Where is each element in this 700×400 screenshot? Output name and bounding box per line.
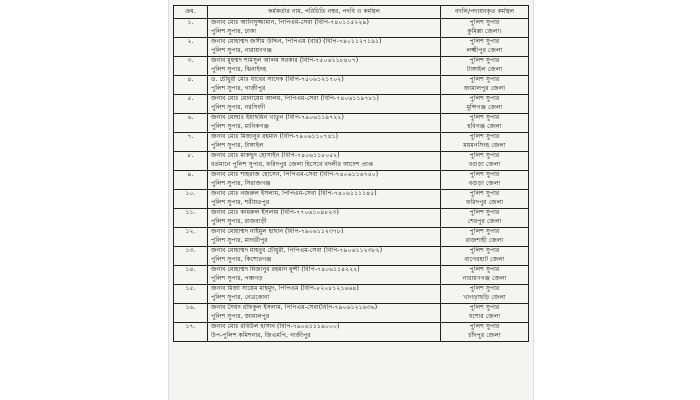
officer-name: জনাব মোঃ রবিউল হাসান (বিপি-৭৯০৬১১১৯০০০) (211, 323, 340, 330)
table-row (174, 152, 529, 171)
officer-cell (208, 76, 441, 95)
posting-district: ময়মনসিংহ জেলা (463, 142, 506, 149)
row-serial: ১১. (174, 209, 208, 228)
officer-current-post: পুলিশ সুপার, মাদারীপুর (211, 237, 268, 244)
officer-current-post: পুলিশ সুপার, নেত্রকোনা (211, 294, 270, 301)
posting-cell (441, 285, 529, 304)
officer-cell (208, 266, 441, 285)
officer-cell (208, 209, 441, 228)
officer-name: জনাব মোহাম্মদ মাহবুব চৌধুরী, পিপিএম-সেবা (বিপি-৭৯০৬১১২৩৮২) (211, 247, 383, 254)
posting-district: শেরপুর জেলা (467, 218, 502, 225)
officer-current-post: বর্তমানে পুলিশ সুপার, ফরিদপুর জেলা হিসেবে বদলীর আদেশ প্রাপ্ত (211, 161, 374, 168)
officer-current-post: পুলিশ সুপার, কিশোরগঞ্জ (211, 256, 272, 263)
officer-name: জনাব মির্জা সায়েম মাহমুদ, পিপিএম (বিপি-৮২০৮১২১৬৬৪) (211, 285, 359, 292)
table-row (174, 76, 529, 95)
table-row (174, 304, 529, 323)
posting-district: রাজশাহী জেলা (465, 237, 504, 244)
row-serial: ৮. (174, 152, 208, 171)
posting-cell (441, 38, 529, 57)
officer-cell (208, 19, 441, 38)
posting-district: লক্ষ্মীপুর জেলা (466, 47, 503, 54)
officer-current-post: পুলিশ সুপার, ঢাকা (211, 28, 257, 35)
table-row (174, 190, 529, 209)
posting-cell (441, 228, 529, 247)
officer-current-post: পুলিশ সুপার, গাজীপুর (211, 85, 266, 92)
officer-cell (208, 171, 441, 190)
officer-current-post: পুলিশ সুপার, নারায়ণগঞ্জ (211, 47, 273, 54)
officer-name: জনাব মোঃ মাকছুদ হোসাইন (বিপি-৭৪০৬১১৮০৫২) (211, 152, 340, 159)
table-row (174, 323, 529, 342)
officer-cell (208, 247, 441, 266)
posting-cell (441, 190, 529, 209)
table-row (174, 285, 529, 304)
officer-current-post: পুলিশ সুপার, মানিকগঞ্জ (211, 123, 269, 130)
table-row (174, 209, 529, 228)
posting-title: পুলিশ সুপার (469, 19, 500, 26)
posting-cell (441, 133, 529, 152)
posting-cell (441, 95, 529, 114)
posting-district: খাগড়াছড়ি জেলা (463, 294, 506, 301)
posting-cell (441, 247, 529, 266)
officer-name: জনাব মোছাঃ ইয়াছমিন খাতুন (বিপি-৭৯০৬১১৯৭২২) (211, 114, 344, 121)
posting-title: পুলিশ সুপার (469, 190, 500, 197)
table-row (174, 247, 529, 266)
row-serial: ১৫. (174, 285, 208, 304)
table-row (174, 19, 529, 38)
officer-current-post: পুলিশ সুপার, ঝিনাইদহ (211, 66, 267, 73)
officer-name: জনাব মোহাম্মদ নাইমুল হাছান (বিপি-৭৯০৬১১২৩৭৮) (211, 228, 344, 235)
table-row (174, 228, 529, 247)
posting-district: মুন্সিগঞ্জ জেলা (466, 104, 503, 111)
officer-header: কর্মকর্তার নাম, পরিচিতি নম্বর, পদবি ও কর্মস্থল (208, 6, 441, 19)
posting-district: যশোর জেলা (468, 313, 501, 320)
posting-title: পুলিশ সুপার (469, 266, 500, 273)
posting-district: কুমিল্লা জেলা। (467, 28, 502, 35)
officer-cell (208, 95, 441, 114)
posting-title: পুলিশ সুপার (469, 114, 500, 121)
table-header-row (174, 6, 529, 19)
row-serial: ১৭. (174, 323, 208, 342)
officer-name: জনাব মোঃ শাহরাজ হোসেন, পিপিএম-সেবা (বিপি-৭৪০৬১১৬৭৫০) (211, 171, 379, 178)
row-serial: ১৬. (174, 304, 208, 323)
table-row (174, 114, 529, 133)
posting-district: বাগেরহাট জেলা (464, 256, 505, 263)
officer-current-post: পুলিশ সুপার, সিরাজগঞ্জ (211, 180, 271, 187)
officer-cell (208, 152, 441, 171)
posting-district: জামালপুর জেলা (463, 85, 506, 92)
posting-cell (441, 171, 529, 190)
officer-cell (208, 323, 441, 342)
officer-name: জনাব মোঃ কামরুল ইসলাম (বিপি-৭৭০৬১০৯৮২৩) (211, 209, 339, 216)
row-serial: ৫. (174, 95, 208, 114)
posting-cell (441, 76, 529, 95)
posting-cell (441, 209, 529, 228)
posting-title: পুলিশ সুপার (469, 76, 500, 83)
row-serial: ২. (174, 38, 208, 57)
posting-title: পুলিশ সুপার (469, 247, 500, 254)
officer-current-post: পুলিশ সুপার, রাজবাড়ী (211, 218, 267, 225)
row-serial: ৭. (174, 133, 208, 152)
officer-name: জনাব মোঃ আনিসুজ্জামান, পিপিএম-সেবা (বিপি-৭৪০১১৫২২৯) (211, 19, 369, 26)
posting-cell (441, 266, 529, 285)
table-row (174, 38, 529, 57)
officer-cell (208, 228, 441, 247)
officer-cell (208, 57, 441, 76)
posting-title: পুলিশ সুপার (469, 133, 500, 140)
posting-title: পুলিশ সুপার (469, 304, 500, 311)
document-page (168, 0, 534, 400)
officer-cell (208, 133, 441, 152)
officer-cell (208, 190, 441, 209)
row-serial: ১২. (174, 228, 208, 247)
officer-cell (208, 304, 441, 323)
posting-district: বগুড়া জেলা (468, 161, 501, 168)
officer-current-post: পুলিশ সুপার, নরসিংদী (211, 104, 266, 111)
posting-cell (441, 304, 529, 323)
posting-title: পুলিশ সুপার (469, 285, 500, 292)
posting-title: পুলিশ সুপার (469, 57, 500, 64)
officer-current-post: পুলিশ সুপার, শরীয়তপুর (211, 199, 270, 206)
officer-name: জনাব মোহাম্মদ মিজানুর রহমান মুন্সী (বিপি-৭৪০৬১১৪২২২) (211, 266, 360, 273)
posting-cell (441, 19, 529, 38)
posting-title: পুলিশ সুপার (469, 323, 500, 330)
officer-current-post: পুলিশ সুপার, জামালপুর (211, 313, 270, 320)
table-row (174, 95, 529, 114)
row-serial: ৩. (174, 57, 208, 76)
posting-district: ফরিদপুর জেলা (466, 199, 503, 206)
posting-cell (441, 57, 529, 76)
officer-current-post: পুলিশ সুপার, পঞ্চগড় (211, 275, 263, 282)
posting-district: হবিগঞ্জ জেলা (467, 123, 502, 130)
posting-title: পুলিশ সুপার (469, 152, 500, 159)
posting-district: নারায়ণগঞ্জ জেলা (462, 275, 507, 282)
table-row (174, 133, 529, 152)
posting-cell (441, 323, 529, 342)
posting-district: বগুড়া জেলা (468, 180, 501, 187)
row-serial: ১৪. (174, 266, 208, 285)
officer-name: জনাব মোহাম্মদ জসীম উদ্দিন, পিপিএম (বার) (বিপি-৭৪০১১২৭১৯১) (211, 38, 382, 45)
officer-name: জনাব মোঃ মোনায়েম আলম, পিপিএম-সেবা (বিপি-৭৪০৬১১৯৭৮১) (211, 95, 379, 102)
officer-cell (208, 285, 441, 304)
transfer-order-table (173, 5, 529, 342)
posting-title: পুলিশ সুপার (469, 209, 500, 216)
table-row (174, 171, 529, 190)
posting-title: পুলিশ সুপার (469, 171, 500, 178)
posting-title: পুলিশ সুপার (469, 95, 500, 102)
posting-cell (441, 152, 529, 171)
posting-district: চাঁদপুর জেলা (468, 332, 501, 339)
row-serial: ৬. (174, 114, 208, 133)
posting-title: পুলিশ সুপার (469, 38, 500, 45)
posting-cell (441, 114, 529, 133)
officer-name: জনাব সৈয়দ রফিকুল ইসলাম, পিপিএম-সেবা(বিপি-৭৯০৬১২১৬৩৬) (211, 304, 378, 311)
officer-name: জনাব মুহম্মদ শামসুল আলম সরকার (বিপি-৭৫০৬১১৮৪০৭) (211, 57, 359, 64)
row-serial: ৯. (174, 171, 208, 190)
row-serial: ১০. (174, 190, 208, 209)
table-row (174, 266, 529, 285)
officer-current-post: পুলিশ সুপার, টাঙ্গাইল (211, 142, 264, 149)
officer-current-post: উপ-পুলিশ কমিশনার, জিএমপি, গাজীপুর (211, 332, 311, 339)
officer-name: ড. চৌধুরী মোঃ যাবের সাদেক (বিপি-৭৫০৬১২১৭০২) (211, 76, 344, 83)
officer-name: জনাব মোঃ নজরুল ইসলাম, পিপিএম-সেবা (বিপি-৭৪০৬১১১১৪৫) (211, 190, 377, 197)
posting-title: পুলিশ সুপার (469, 228, 500, 235)
officer-cell (208, 38, 441, 57)
serial-header: ক্রম. (174, 6, 208, 19)
row-serial: ১. (174, 19, 208, 38)
posting-district: টাঙ্গাইল জেলা (466, 66, 503, 73)
posting-header: বদলি/পদায়নকৃত কর্মস্থল (441, 6, 529, 19)
officer-name: জনাব মোঃ মিজানুর রহমান (বিপি-৭৯০৬১১০৭৪১) (211, 133, 339, 140)
officer-cell (208, 114, 441, 133)
row-serial: ৪. (174, 76, 208, 95)
row-serial: ১৩. (174, 247, 208, 266)
table-row (174, 57, 529, 76)
